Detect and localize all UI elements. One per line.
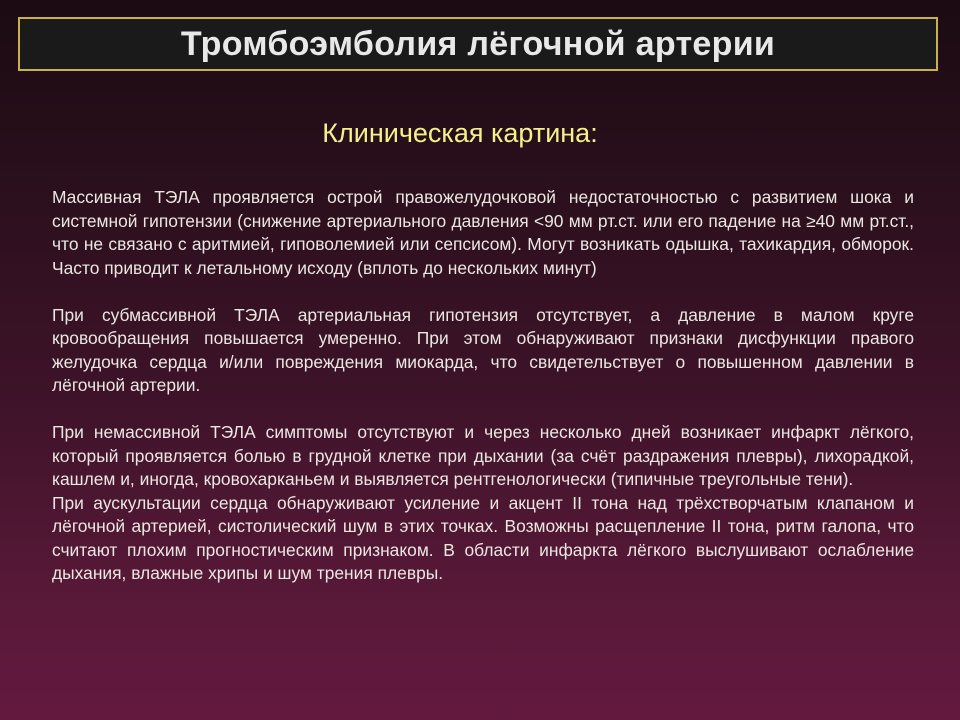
paragraph-massive: Массивная ТЭЛА проявляется острой правожелудочковой недостаточностью с развитием шока и системной гипотензии (снижение артериального давления <90 мм рт.ст. или его падение на ≥40 мм рт.ст., что не связано с аритмией, гиповолемией или сепсисом). Могут возникать одышка, тахикардия, обморок. Часто приводит к летальному исходу (вплоть до нескольких минут) xyxy=(52,187,914,278)
slide-subtitle: Клиническая картина: xyxy=(322,118,598,148)
slide-content xyxy=(52,186,914,586)
paragraph-auscultation: При аускультации сердца обнаруживают усиление и акцент II тона над трёхстворчатым клапаном и лёгочной артерией, систолический шум в этих точках. Возможны расщепление II тона, ритм галопа, что считают плохим прогностическим признаком. В области инфаркта лёгкого выслушивают ослабление дыхания, влажные хрипы и шум трения плевры. xyxy=(52,492,914,583)
title-box xyxy=(18,17,938,71)
slide-title: Тромбоэмболия лёгочной артерии xyxy=(180,24,776,63)
paragraph-nonmassive: При немассивной ТЭЛА симптомы отсутствуют и через несколько дней возникает инфаркт лёгкого, который проявляется болью в грудной клетке при дыхании (за счёт раздражения плевры), лихорадкой, кашлем и, иногда, кровохарканьем и выявляется рентгенологически (типичные треугольные тени). xyxy=(52,422,914,489)
paragraph-submassive: При субмассивной ТЭЛА артериальная гипотензия отсутствует, а давление в малом круге кровообращения повышается умеренно. При этом обнаруживают признаки дисфункции правого желудочка сердца и/или повреждения миокарда, что свидетельствует о повышенном давлении в лёгочной артерии. xyxy=(52,304,914,395)
